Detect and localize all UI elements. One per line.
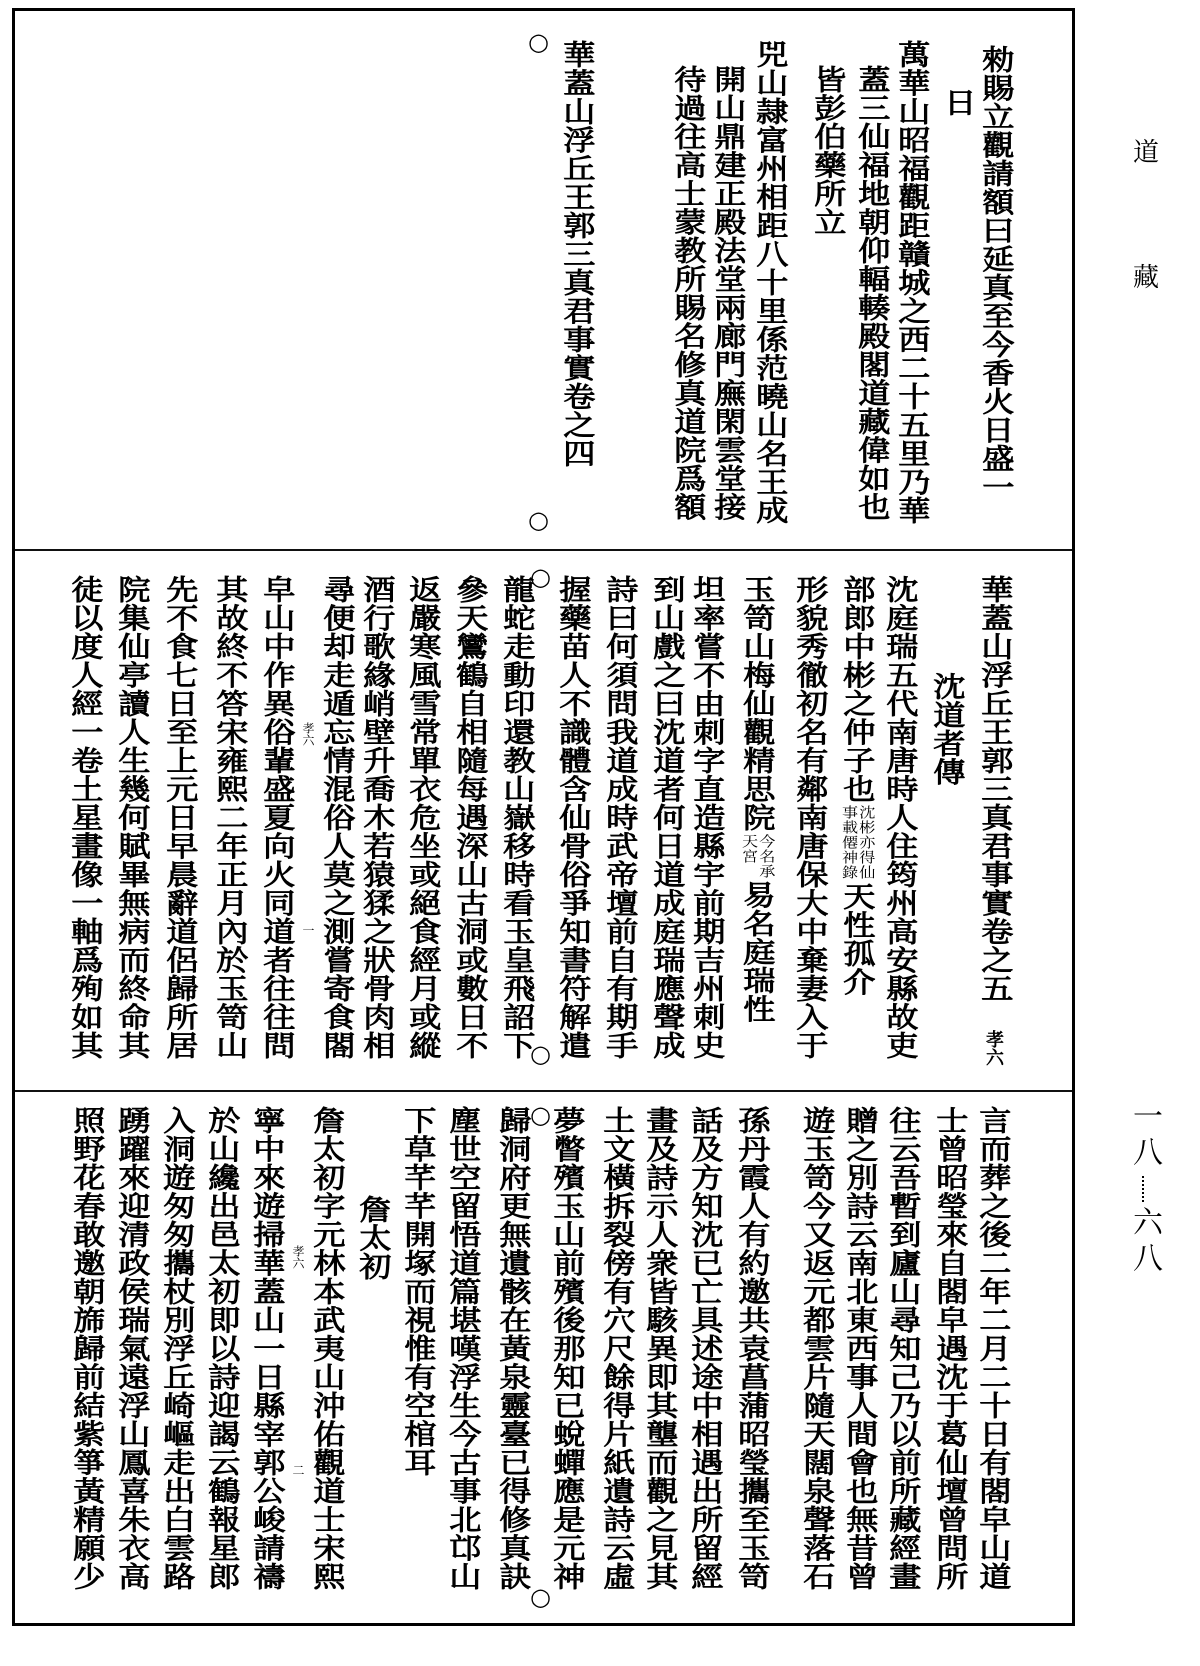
text-column (855, 65, 890, 521)
text-column (883, 575, 918, 1060)
main-text: 照野花春敢邀朝旆歸前結紫箏黃精願少 (68, 1106, 107, 1591)
text-column (401, 1106, 436, 1477)
main-text: 酒行歌緣峭壁升喬木若猿猱之狀骨肉相 (358, 575, 397, 1060)
text-column (250, 1106, 285, 1591)
main-text: 返嚴寒風雪常單衣危坐或絕食經月或縱 (404, 575, 443, 1060)
text-column (320, 575, 355, 1060)
text-column (643, 1106, 678, 1591)
text-column (895, 40, 930, 525)
main-text: 玉笥山梅仙觀精思院 (738, 575, 777, 832)
page-number-value: 六八 (1127, 1206, 1162, 1278)
middle-register (15, 551, 1072, 1092)
note-line: 今名承 (757, 833, 776, 879)
main-text: 言而葬之後二年二月二十日有閤皁山道 (974, 1106, 1013, 1591)
text-column (840, 575, 875, 996)
circle-mark: ○ (530, 563, 551, 591)
circle-mark: ○ (528, 28, 549, 56)
main-text: 院集仙亭讀人生幾何賦畢無病而終命其 (113, 575, 152, 1060)
text-column (690, 575, 725, 1060)
text-column (930, 672, 965, 786)
text-column (735, 1106, 770, 1591)
main-text: 易名庭瑞性 (738, 880, 777, 1023)
text-column (753, 40, 788, 525)
main-text: 詩曰何須問我道成時武帝壇前自有期手 (601, 575, 640, 1060)
text-column (740, 575, 775, 1023)
text-column (550, 1106, 585, 1591)
main-text: 遊玉笥今又返元都雲片隨天闊泉聲落石 (798, 1106, 837, 1591)
text-column (115, 575, 150, 1060)
text-column (793, 575, 828, 1060)
main-text: 蓋三仙福地朝仰輻輳殿閣道藏偉如也 (853, 65, 892, 521)
text-column (933, 1106, 968, 1591)
juan-mark: 孝六 (983, 1030, 1004, 1066)
text-column (310, 1106, 345, 1591)
text-column (213, 575, 248, 1060)
text-column (163, 575, 198, 1060)
main-text: 畫及詩示人衆皆駭異即其壟而觀之見其 (641, 1106, 680, 1591)
main-text: 下草芊芊開塚而視惟有空棺耳 (399, 1106, 438, 1477)
main-text: 勑賜立觀請額曰延真至今香火日盛一 (977, 45, 1016, 501)
text-column (603, 575, 638, 1060)
text-column (115, 1106, 150, 1591)
text-column (556, 575, 591, 1060)
main-text: 到山戲之曰沈道者何日道成庭瑞應聲成 (648, 575, 687, 1060)
circle-mark: ○ (530, 1040, 551, 1068)
text-column (976, 1106, 1011, 1591)
text-column (356, 1195, 391, 1281)
margin-title-zang: 藏 (1133, 263, 1160, 293)
main-text: 詹太初 (354, 1195, 393, 1281)
text-column (688, 1106, 723, 1591)
text-column (260, 575, 295, 1060)
circle-mark: ○ (528, 506, 549, 534)
main-text: 日 (939, 88, 978, 117)
main-text: 詹太初字元林本武夷山沖佑觀道士宋熙 (308, 1106, 347, 1591)
main-text: 皁山中作異俗輩盛夏向火同道者往往問 (258, 575, 297, 1060)
text-column (600, 1106, 635, 1591)
circle-mark: ○ (530, 1101, 551, 1129)
juan-mark: 孝六 (301, 722, 315, 746)
text-column (500, 575, 535, 1060)
main-text: 天性孤介 (838, 882, 877, 996)
main-text: 孫丹霞人有約邀共袁菖蒲昭瑩攜至玉笥 (733, 1106, 772, 1591)
main-text: 其故終不答宋雍熙二年正月內於玉笥山 (211, 575, 250, 1060)
main-text: 華蓋山浮丘王郭三真君事實卷之四 (558, 40, 597, 468)
text-column (650, 575, 685, 1060)
text-column (886, 1106, 921, 1591)
main-text: 尋便却走遁忘情混俗人莫之測嘗寄食閤 (318, 575, 357, 1060)
text-column (360, 575, 395, 1060)
main-text: 部郎中彬之仲子也 (838, 575, 877, 803)
text-column (843, 1106, 878, 1591)
main-text: 待過往高士蒙教所賜名修真道院爲額 (669, 65, 708, 521)
main-text: 皆彭伯藥所立 (809, 65, 848, 236)
main-text: 踴躍來迎清政侯瑞氣遠浮山鳳喜朱衣高 (113, 1106, 152, 1591)
main-text: 塵世空留悟道篇堪嘆浮生今古事北邙山 (444, 1106, 483, 1591)
main-text: 沈庭瑞五代南唐時人住筠州高安縣故吏 (881, 575, 920, 1060)
main-text: 先不食七日至上元日早晨辭道侶歸所居 (161, 575, 200, 1060)
text-column (205, 1106, 240, 1591)
separator (1142, 1176, 1146, 1202)
main-text: 入洞遊匆匆攜杖別浮丘崎嶇走出白雲路 (158, 1106, 197, 1591)
text-column (671, 65, 706, 521)
text-column (160, 1106, 195, 1591)
text-column (453, 575, 488, 1060)
juan-mark: 孝六 (291, 1245, 305, 1269)
interlinear-note (840, 805, 875, 880)
main-text: 形貌秀徹初名有鄰南唐保大中棄妻入于 (791, 575, 830, 1060)
interlinear-note (740, 834, 775, 879)
main-text: 兕山隷富州相距八十里係范曉山名王成 (751, 40, 790, 525)
text-column (496, 1106, 531, 1591)
main-text: 士曾昭瑩來自閤皁遇沈于葛仙壇曾問所 (931, 1106, 970, 1591)
text-column (446, 1106, 481, 1591)
small-mark-one: 一 (301, 924, 315, 936)
text-column (811, 65, 846, 236)
text-column (941, 88, 976, 117)
main-text: 參天鸞鶴自相隨每遇深山古洞或數日不 (451, 575, 490, 1060)
note-line: 事載僊神錄 (839, 805, 859, 880)
main-text: 往云吾暫到廬山尋知己乃以前所藏經畫 (884, 1106, 923, 1591)
main-text: 話及方知沈已亡具述途中相遇出所留經 (686, 1106, 725, 1591)
circle-mark: ○ (530, 1583, 551, 1611)
main-text: 寧中來遊掃華蓋山一日縣宰郭公峻請禱 (248, 1106, 287, 1591)
main-text: 歸洞府更無遺骸在黃泉靈臺已得修真訣 (494, 1106, 533, 1591)
main-text: 贈之別詩云南北東西事人間會也無昔曾 (841, 1106, 880, 1591)
main-text: 於山纔出邑太初即以詩迎謁云鶴報星郎 (203, 1106, 242, 1591)
note-line: 天宮 (739, 833, 759, 864)
text-column (979, 45, 1014, 501)
text-column (800, 1106, 835, 1591)
text-column (406, 575, 441, 1060)
small-mark-two: 二 (291, 1464, 305, 1476)
main-text: 華蓋山浮丘王郭三真君事實卷之五 (976, 575, 1015, 1003)
text-column (560, 40, 595, 468)
text-column (711, 65, 746, 521)
main-text: 龍蛇走動印還教山嶽移時看玉皇飛詔下 (498, 575, 537, 1060)
main-text: 萬華山昭福觀距贛城之西二十五里乃華 (893, 40, 932, 525)
main-text: 坦率嘗不由刺字直造縣宇前期吉州刺史 (688, 575, 727, 1060)
text-column (70, 1106, 105, 1591)
main-text: 握藥苗人不識體含仙骨俗爭知書符解遣 (554, 575, 593, 1060)
text-column (978, 575, 1013, 1003)
text-column (68, 575, 103, 1060)
lower-register (15, 1092, 1072, 1623)
note-line: 沈彬亦得仙 (857, 805, 876, 880)
main-text: 土文橫拆裂傍有穴尺餘得片紙遺詩云虛 (598, 1106, 637, 1591)
volume-number: 一八 (1127, 1100, 1162, 1172)
main-text: 夢瞥殯玉山前殯後那知已蛻蟬應是元神 (548, 1106, 587, 1591)
main-text: 徒以度人經一卷土星畫像一軸爲殉如其 (66, 575, 105, 1060)
main-text: 開山鼎建正殿法堂兩廊門廡閑雲堂接 (709, 65, 748, 521)
upper-register (15, 11, 1072, 551)
page-number (1128, 1100, 1160, 1278)
main-text: 沈道者傳 (928, 672, 967, 786)
margin-title-dao: 道 (1133, 138, 1160, 168)
page-frame (12, 8, 1075, 1626)
